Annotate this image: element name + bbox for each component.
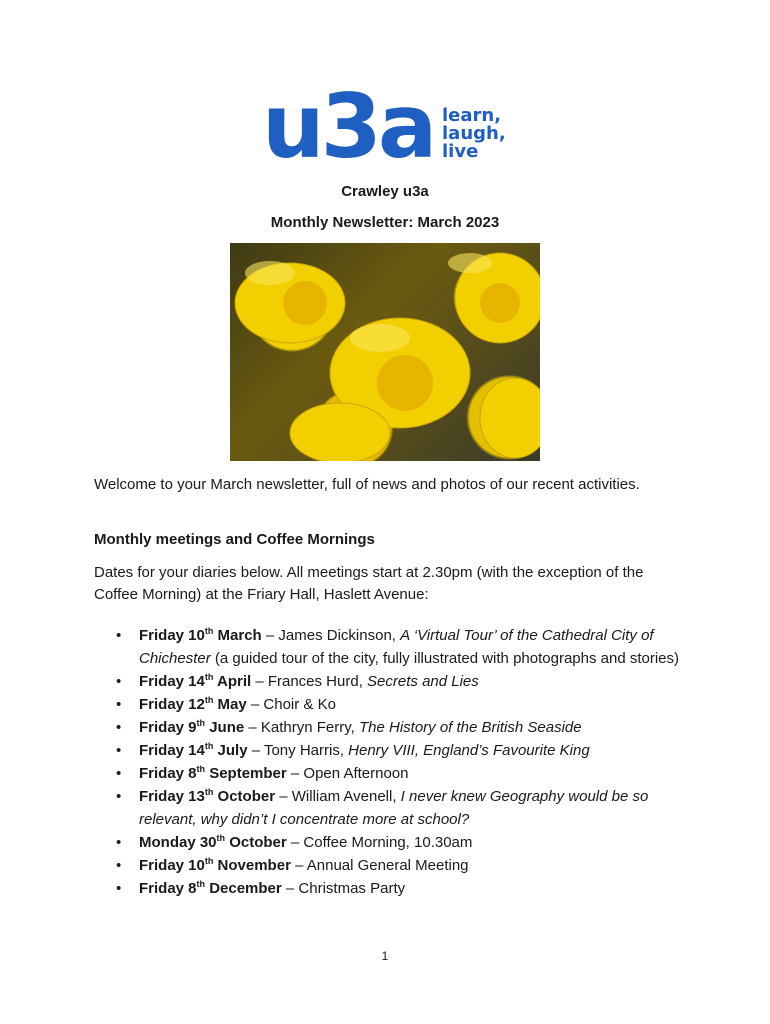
meeting-date: Friday 14th July [139,741,248,759]
bullet-icon: • [116,627,122,644]
meeting-date: Friday 14th April [139,672,252,690]
meeting-date: Friday 13th October [139,787,276,805]
meeting-date: Friday 10th March [139,626,262,644]
meeting-speaker: – Coffee Morning, 10.30am [286,834,473,851]
intro-paragraph: Welcome to your March newsletter, full of news and photos of our recent activities. [94,476,640,493]
tagline-line: laugh, [442,123,506,144]
meeting-speaker: – Tony Harris, [247,742,349,759]
meeting-speaker: – Frances Hurd, [251,673,368,690]
logo-wordmark: u3a [262,75,434,178]
u3a-logo [262,75,512,178]
meeting-title: I never knew Geography would be so relevant, why didn’t I concentrate more at school? [139,788,649,828]
logo-tagline [442,107,522,161]
meeting-speaker: – Kathryn Ferry, [244,719,359,736]
bullet-icon: • [116,742,122,759]
meeting-title: A ‘Virtual Tour’ of the Cathedral City of Chichester [139,627,654,667]
meeting-item [94,762,694,785]
meeting-date: Friday 9th June [139,718,245,736]
meeting-item [94,670,694,693]
meeting-speaker: – Open Afternoon [286,765,409,782]
meeting-title: Henry VIII, England’s Favourite King [348,742,590,759]
bullet-icon: • [116,696,122,713]
section-heading: Monthly meetings and Coffee Mornings [94,531,375,548]
meeting-speaker: – James Dickinson, [261,627,401,644]
meeting-speaker: – William Avenell, [275,788,401,805]
meeting-item [94,854,694,877]
meeting-title: Secrets and Lies [367,673,479,690]
meeting-item [94,716,694,739]
meeting-item [94,624,694,670]
daffodils-photo [230,243,540,461]
tagline-line: learn, [442,105,502,126]
tagline-line: live [442,141,479,162]
bullet-icon: • [116,880,122,897]
meeting-date: Friday 8th September [139,764,287,782]
bullet-icon: • [116,834,122,851]
meeting-item [94,693,694,716]
bullet-icon: • [116,857,122,874]
meeting-speaker: – Annual General Meeting [290,857,469,874]
meeting-date: Friday 8th December [139,879,282,897]
meeting-item [94,831,694,854]
newsletter-title: Monthly Newsletter: March 2023 [270,214,500,231]
meeting-date: Friday 10th November [139,856,291,874]
meeting-date: Friday 12th May [139,695,247,713]
meeting-item [94,739,694,762]
meeting-item [94,785,694,831]
meeting-speaker: – Choir & Ko [246,696,336,713]
page-number: 1 [381,949,389,963]
bullet-icon: • [116,673,122,690]
meeting-speaker: – Christmas Party [281,880,406,897]
meeting-note: (a guided tour of the city, fully illustrated with photographs and stories) [210,650,680,667]
org-name: Crawley u3a [341,183,429,200]
meeting-date: Monday 30th October [139,833,287,851]
meetings-description: Dates for your diaries below. All meetings start at 2.30pm (with the exception of the Coffee Morning) at the Friary Hall, Haslett Avenue: [94,564,644,603]
meetings-list [94,624,694,900]
bullet-icon: • [116,719,122,736]
meeting-title: The History of the British Seaside [358,719,582,736]
bullet-icon: • [116,765,122,782]
bullet-icon: • [116,788,122,805]
meeting-item [94,877,694,900]
